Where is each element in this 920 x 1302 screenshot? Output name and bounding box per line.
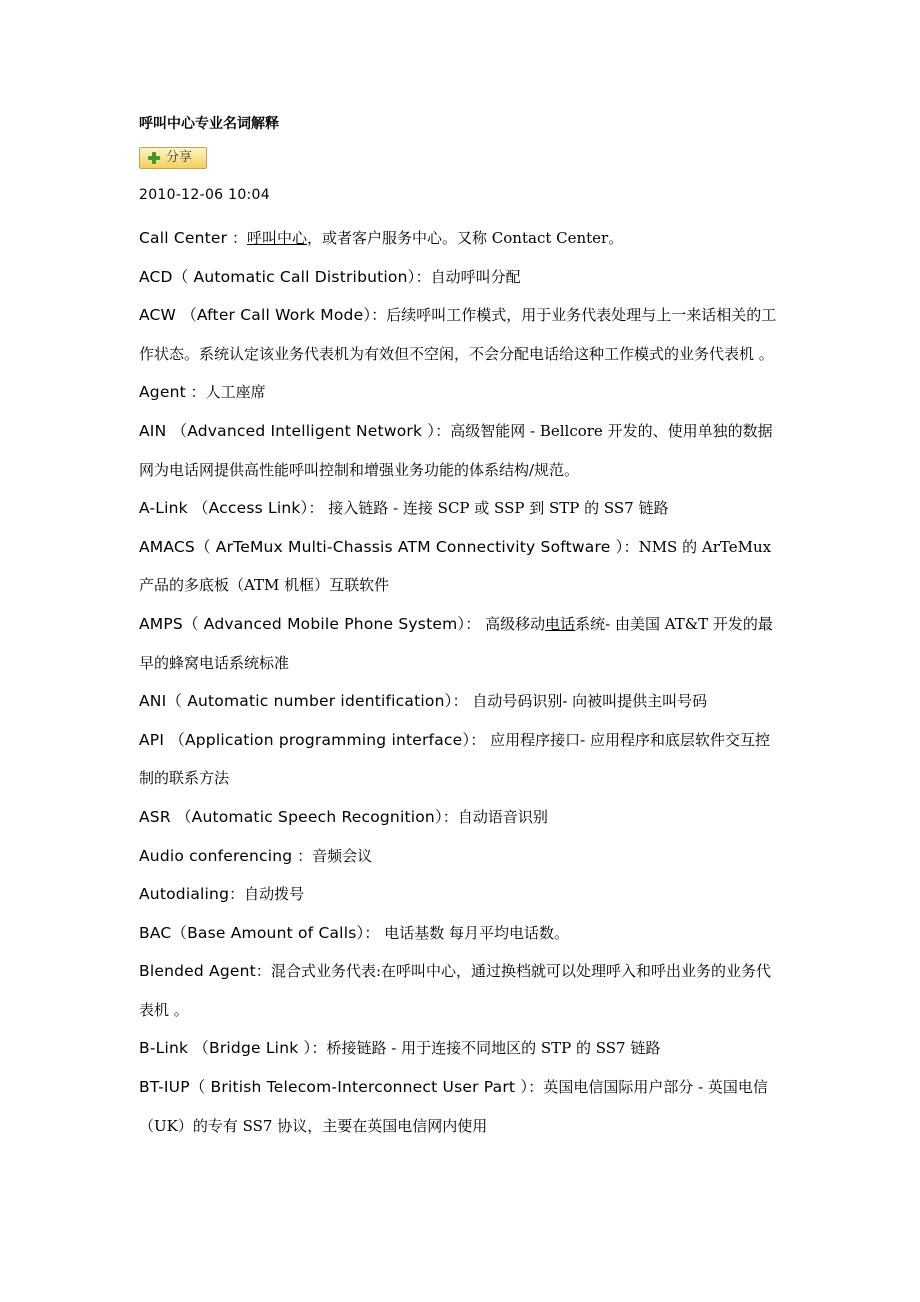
entry-term: B-Link （Bridge Link ） <box>139 1039 312 1058</box>
entry-term: Blended Agent <box>139 962 256 981</box>
entry-separator: ： <box>442 807 458 826</box>
entry-term: AMACS（ ArTeMux Multi-Chassis ATM Connectivity Software ） <box>139 537 624 556</box>
entry-separator: ： <box>371 306 387 325</box>
entry-definition: 自动拨号 <box>244 885 305 904</box>
entry-separator: ： <box>311 1039 327 1058</box>
entry-term: Audio conferencing <box>139 846 293 865</box>
entry-term: ACW （After Call Work Mode） <box>139 306 372 325</box>
glossary-entry <box>139 952 784 1029</box>
glossary-entry <box>139 373 784 412</box>
share-button[interactable] <box>139 147 207 169</box>
entry-term: A-Link （Access Link） <box>139 499 309 518</box>
entry-definition: 混合式业务代表:在呼叫中心，通过换档就可以处理呼入和呼出业务的业务代表机 。 <box>139 962 771 1019</box>
glossary-entry <box>139 489 784 528</box>
entry-separator: ： <box>435 421 451 440</box>
share-label: 分享 <box>166 150 193 165</box>
glossary-entry <box>139 1029 784 1068</box>
entry-separator: ： <box>229 885 245 904</box>
glossary-entry <box>139 219 784 258</box>
entry-definition: ，或者客户服务中心。又称 Contact Center。 <box>307 229 624 247</box>
entry-term: AMPS（ Advanced Mobile Phone System） <box>139 614 466 633</box>
entry-separator: ： <box>528 1078 544 1097</box>
entry-term: API （Application programming interface） <box>139 730 471 749</box>
glossary-entry <box>139 914 784 953</box>
entry-term: ACD（ Automatic Call Distribution） <box>139 267 416 286</box>
post-date: 2010-12-06 10:04 <box>139 187 270 203</box>
entry-separator: ： <box>227 229 248 247</box>
entry-definition: 后续呼叫工作模式，用于业务代表处理与上一来话相关的工作状态。系统认定该业务代表机为有效但不空闲，不会分配电话给这种工作模式的业务代表机 。 <box>139 306 777 363</box>
glossary-entry <box>139 875 784 914</box>
entry-term: BT-IUP（ British Telecom-Interconnect User Part ） <box>139 1078 529 1097</box>
glossary-entry <box>139 1068 784 1145</box>
entry-definition: NMS 的 ArTeMux 产品的多底板（ATM 机框）互联软件 <box>139 537 772 595</box>
entry-separator: ： <box>364 923 380 942</box>
glossary-entry <box>139 528 784 605</box>
glossary-entry <box>139 682 784 721</box>
glossary-list <box>139 219 784 1145</box>
entry-separator: ： <box>308 499 324 518</box>
entry-definition: 自动语音识别 <box>457 807 548 826</box>
entry-definition: 英国电信国际用户部分 - 英国电信（UK）的专有 SS7 协议，主要在英国电信网内使用 <box>139 1078 768 1135</box>
entry-definition: 桥接链路 - 用于连接不同地区的 STP 的 SS7 链路 <box>326 1039 661 1058</box>
entry-definition: 自动呼叫分配 <box>430 267 521 286</box>
entry-definition: 自动号码识别- 向被叫提供主叫号码 <box>467 692 708 711</box>
entry-term: ASR （Automatic Speech Recognition） <box>139 807 443 826</box>
entry-separator: ： <box>292 846 313 865</box>
entry-separator: ： <box>623 537 639 556</box>
glossary-entry <box>139 798 784 837</box>
entry-term: Agent <box>139 383 186 402</box>
entry-definition: 人工座席 <box>205 383 266 402</box>
call-center-link[interactable]: 呼叫中心 <box>247 229 308 247</box>
entry-definition-prefix: 高级移动 <box>480 614 546 633</box>
page-title: 呼叫中心专业名词解释 <box>139 116 279 132</box>
entry-definition: 高级智能网 - Bellcore 开发的、使用单独的数据网为电话网提供高性能呼叫控制和增强业务功能的体系结构/规范。 <box>139 421 773 479</box>
telephone-link[interactable]: 电话 <box>545 614 576 633</box>
entry-separator: ： <box>255 962 271 981</box>
entry-term: Autodialing <box>139 885 230 904</box>
glossary-entry <box>139 721 784 798</box>
entry-separator: ： <box>470 730 486 749</box>
entry-term: BAC（Base Amount of Calls） <box>139 923 365 942</box>
glossary-entry <box>139 837 784 876</box>
entry-definition: 系统- 由美国 AT&T 开发的最早的蜂窝电话系统标准 <box>139 614 773 672</box>
entry-definition: 应用程序接口- 应用程序和底层软件交互控制的联系方法 <box>139 730 770 788</box>
entry-definition: 接入链路 - 连接 SCP 或 SSP 到 STP 的 SS7 链路 <box>323 499 669 518</box>
plus-icon <box>147 151 161 165</box>
glossary-entry <box>139 605 784 682</box>
entry-separator: ： <box>185 383 206 402</box>
entry-definition: 电话基数 每月平均电话数。 <box>379 923 569 942</box>
entry-term: ANI（ Automatic number identification） <box>139 692 453 711</box>
glossary-entry <box>139 412 784 489</box>
glossary-entry <box>139 296 784 373</box>
entry-definition: 音频会议 <box>312 846 373 865</box>
entry-term: Call Center <box>139 229 228 247</box>
entry-separator: ： <box>415 267 431 286</box>
entry-separator: ： <box>452 692 468 711</box>
entry-separator: ： <box>465 614 481 633</box>
entry-term: AIN （Advanced Intelligent Network ） <box>139 421 436 440</box>
glossary-entry <box>139 258 784 297</box>
